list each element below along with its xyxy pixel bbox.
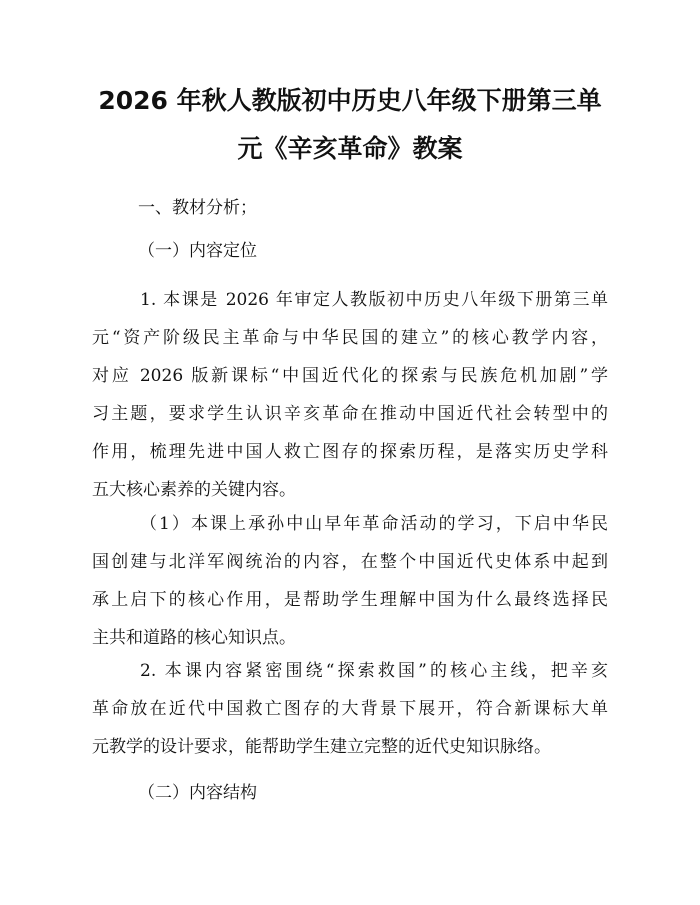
document-title-line-2: 元《辛亥革命》教案	[237, 134, 463, 163]
subsection-heading-content-structure: （二）内容结构	[138, 783, 257, 803]
paragraph-line: 承上启下的核心作用，是帮助学生理解中国为什么最终选择民	[92, 590, 608, 610]
paragraph-line: 革命放在近代中国救亡图存的大背景下展开，符合新课标大单	[92, 699, 608, 719]
section-heading-textbook-analysis: 一、教材分析；	[138, 198, 257, 218]
paragraph-line: 2. 本课内容紧密围绕“探索救国”的核心主线，把辛亥	[140, 661, 608, 681]
paragraph-line: 五大核心素养的关键内容。	[92, 480, 296, 500]
paragraph-line: 主共和道路的核心知识点。	[92, 628, 296, 648]
document-title-line-1: 2026 年秋人教版初中历史八年级下册第三单	[98, 86, 602, 115]
paragraph-line: 作用，梳理先进中国人救亡图存的探索历程，是落实历史学科	[92, 442, 608, 462]
paragraph-2	[92, 505, 608, 657]
subsection-heading-content-positioning: （一）内容定位	[138, 241, 257, 261]
paragraph-line: 1. 本课是 2026 年审定人教版初中历史八年级下册第三单	[140, 290, 608, 310]
paragraph-line: 习主题，要求学生认识辛亥革命在推动中国近代社会转型中的	[92, 404, 608, 424]
paragraph-1	[92, 281, 608, 509]
paragraph-line: 元“资产阶级民主革命与中华民国的建立”的核心教学内容，	[92, 328, 608, 348]
paragraph-3	[92, 652, 608, 766]
paragraph-line: （1）本课上承孙中山早年革命活动的学习，下启中华民	[140, 514, 608, 534]
paragraph-line: 国创建与北洋军阀统治的内容，在整个中国近代史体系中起到	[92, 552, 608, 572]
paragraph-line: 元教学的设计要求，能帮助学生建立完整的近代史知识脉络。	[92, 737, 551, 757]
paragraph-line: 对应 2026 版新课标“中国近代化的探索与民族危机加剧”学	[92, 366, 608, 386]
